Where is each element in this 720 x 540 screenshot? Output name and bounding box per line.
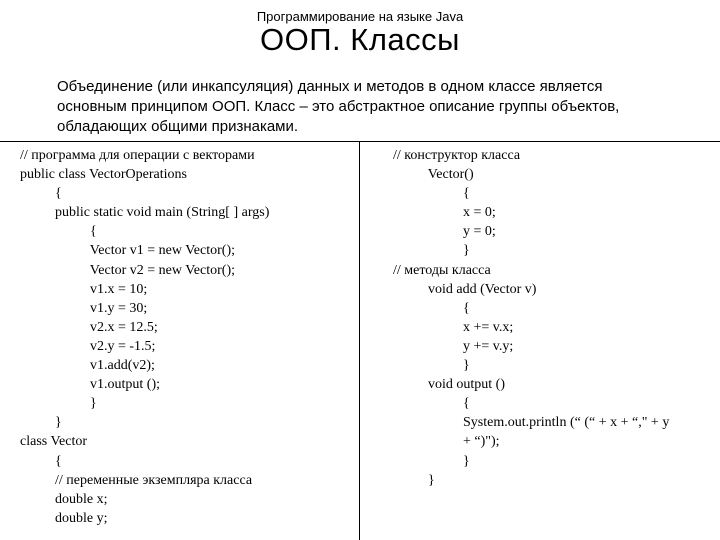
intro-paragraph: [57, 77, 687, 137]
vertical-divider: [359, 141, 360, 540]
code-line: {: [20, 224, 97, 240]
code-line: v1.output ();: [20, 377, 160, 393]
code-line: y += v.y;: [393, 338, 514, 354]
code-line: public class VectorOperations: [20, 167, 187, 183]
code-line: Vector v1 = new Vector();: [20, 243, 236, 259]
code-line: void add (Vector v): [393, 281, 537, 297]
code-line: class Vector: [20, 434, 87, 450]
code-line: }: [393, 472, 435, 488]
code-line: y = 0;: [393, 224, 496, 240]
intro-line: обладающих общими признаками.: [57, 118, 299, 135]
code-line: // методы класса: [393, 262, 491, 278]
code-block-left: [20, 146, 356, 528]
code-line: v1.y = 30;: [20, 300, 148, 316]
code-line: }: [393, 453, 470, 469]
slide-title: ООП. Классы: [260, 22, 460, 57]
code-line: {: [393, 396, 470, 412]
horizontal-divider: [0, 141, 720, 142]
code-line: }: [393, 243, 470, 259]
code-line: // программа для операции с векторами: [20, 148, 255, 163]
code-line: }: [393, 358, 470, 374]
code-line: public static void main (String[ ] args): [20, 205, 270, 221]
code-line: Vector v2 = new Vector();: [20, 262, 236, 278]
code-line: + “)");: [393, 434, 500, 450]
code-block-right: [393, 146, 713, 490]
code-line: v2.y = -1.5;: [20, 338, 156, 354]
code-line: void output (): [393, 377, 505, 393]
code-line: System.out.println (“ (“ + x + “," + y: [393, 415, 670, 431]
code-line: {: [393, 300, 470, 316]
code-line: {: [393, 186, 470, 202]
intro-line: основным принципом ООП. Класс – это абстрактное описание группы объектов,: [57, 98, 620, 115]
code-line: x += v.x;: [393, 319, 514, 335]
code-line: Vector(): [393, 167, 474, 183]
intro-line: Объединение (или инкапсуляция) данных и методов в одном классе является: [57, 78, 603, 95]
code-line: double y;: [20, 510, 108, 526]
code-line: x = 0;: [393, 205, 496, 221]
slide-subtitle: Программирование на языке Java: [256, 9, 464, 24]
code-line: // конструктор класса: [393, 148, 521, 163]
code-line: }: [20, 415, 62, 431]
code-line: {: [20, 186, 62, 202]
code-line: // переменные экземпляра класса: [20, 472, 253, 488]
code-line: {: [20, 453, 62, 469]
code-line: v1.x = 10;: [20, 281, 148, 297]
code-line: }: [20, 396, 97, 412]
code-line: v2.x = 12.5;: [20, 319, 158, 335]
code-line: v1.add(v2);: [20, 358, 155, 374]
code-line: double x;: [20, 491, 108, 507]
